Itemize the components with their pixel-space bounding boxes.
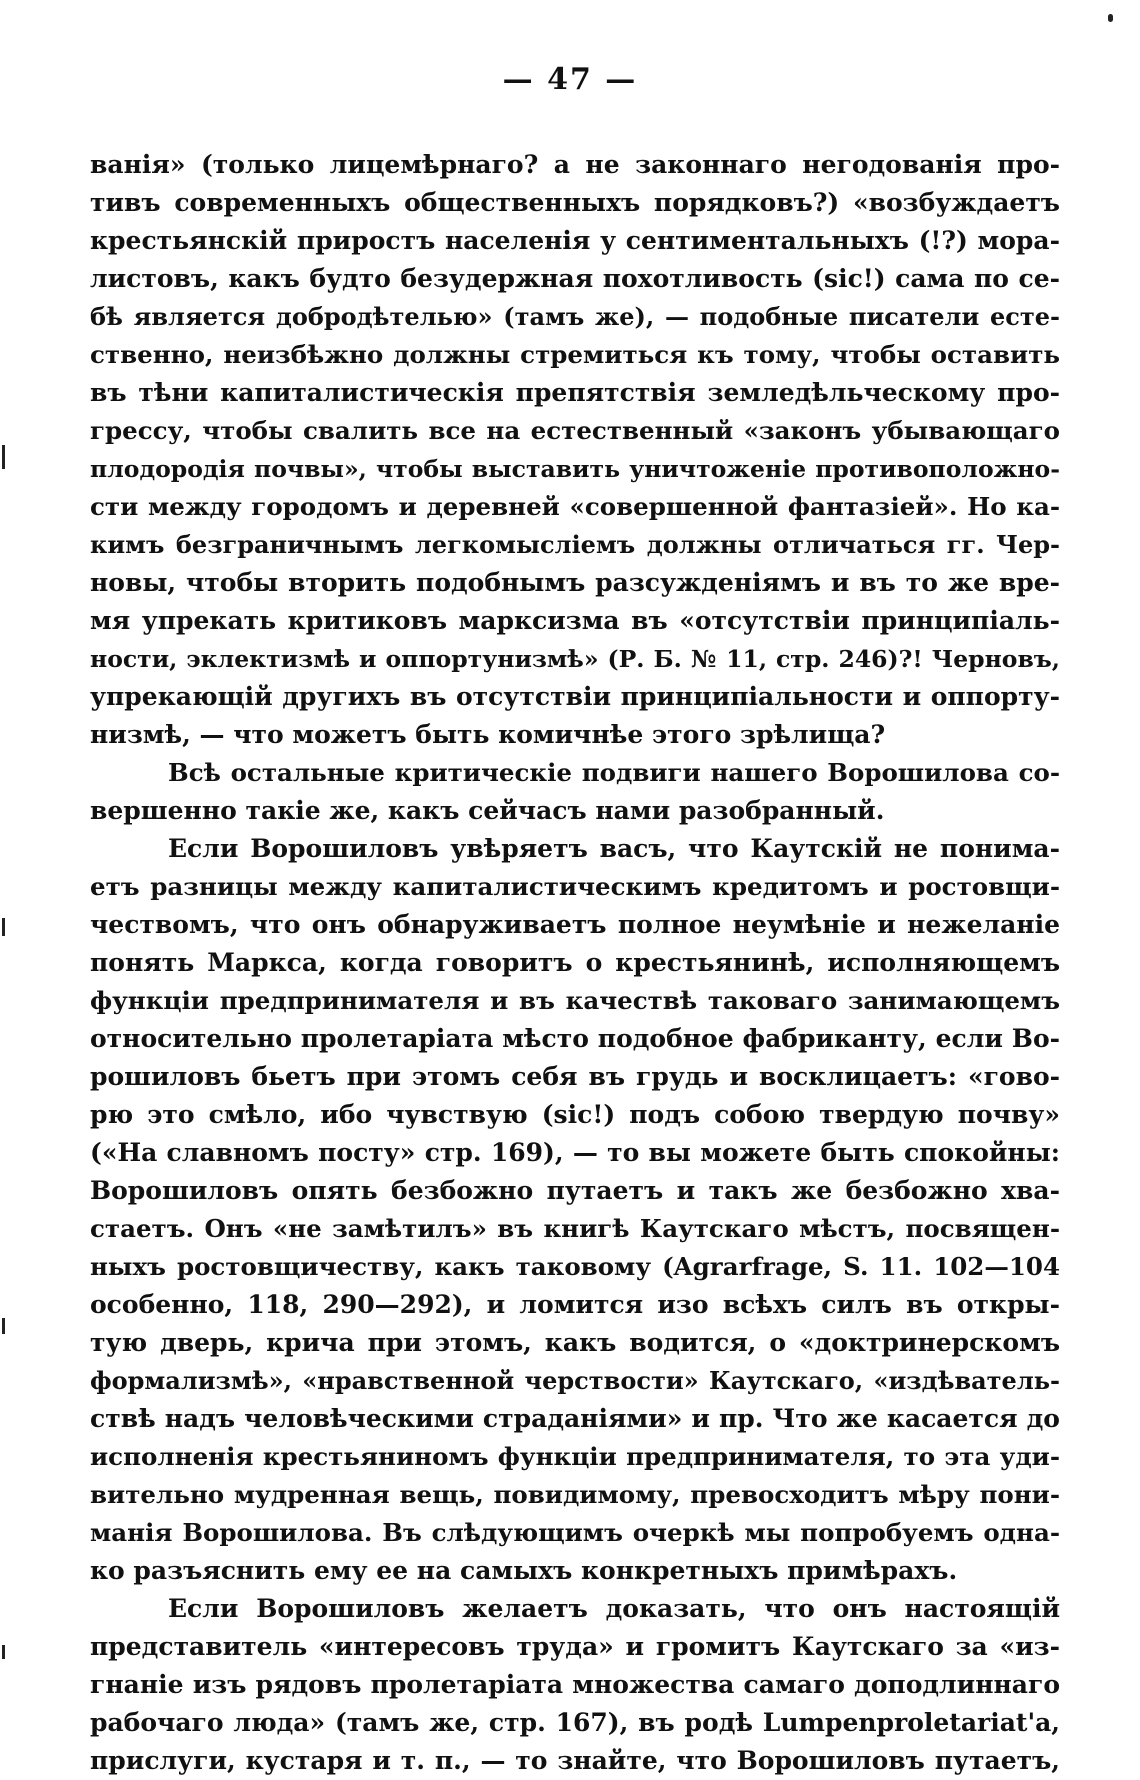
text-line: сти между городомъ и деревней «совершенной фантазіей». Но ка-: [90, 492, 1060, 521]
text-line: ныхъ ростовщичеству, какъ таковому (Agrarfrage, S. 11. 102—104: [90, 1252, 1060, 1281]
text-line: прислуги, кустаря и т. п., — то знайте, что Ворошиловъ путаетъ,: [90, 1746, 1060, 1775]
text-line: («На славномъ посту» стр. 169), — то вы можете быть спокойны:: [90, 1138, 1060, 1167]
text-line: Если Ворошиловъ увѣряетъ васъ, что Каутскій не понима-: [168, 834, 1060, 863]
text-line: тивъ современныхъ общественныхъ порядковъ?) «возбуждаетъ: [90, 188, 1060, 217]
text-line: крестьянскій приростъ населенія у сентиментальныхъ (!?) мора-: [90, 226, 1060, 255]
scan-edge-mark: [1108, 14, 1113, 22]
text-line: Если Ворошиловъ желаетъ доказать, что онъ настоящій: [168, 1594, 1060, 1623]
text-line: низмѣ, — что можетъ быть комичнѣе этого зрѣлища?: [90, 720, 886, 749]
text-line: листовъ, какъ будто безудержная похотливость (sic!) сама по се-: [90, 264, 1060, 293]
text-line: рошиловъ бьетъ при этомъ себя въ грудь и восклицаетъ: «гово-: [90, 1062, 1060, 1091]
scan-edge-mark: [2, 918, 5, 936]
text-line: понять Маркса, когда говоритъ о крестьянинѣ, исполняющемъ: [90, 948, 1060, 977]
text-line: бѣ является добродѣтелью» (тамъ же), — подобные писатели есте-: [90, 302, 1060, 331]
scan-edge-mark: [2, 445, 5, 469]
text-line: ванія» (только лицемѣрнаго? а не законнаго негодованія про-: [90, 150, 1060, 179]
text-line: етъ разницы между капиталистическимъ кредитомъ и ростовщи-: [90, 872, 1060, 901]
text-line: рабочаго люда» (тамъ же, стр. 167), въ родѣ Lumpenproletariat'а,: [90, 1708, 1060, 1737]
text-line: Всѣ остальные критическіе подвиги нашего Ворошилова со-: [168, 758, 1060, 787]
text-line: представитель «интересовъ труда» и громитъ Каутскаго за «из-: [90, 1632, 1060, 1661]
text-line: тую дверь, крича при этомъ, какъ водится, о «доктринерскомъ: [90, 1328, 1060, 1357]
text-line: ственно, неизбѣжно должны стремиться къ тому, чтобы оставить: [90, 340, 1060, 369]
text-line: манія Ворошилова. Въ слѣдующимъ очеркѣ мы попробуемъ одна-: [90, 1518, 1060, 1547]
page-number: — 47 —: [502, 62, 638, 97]
text-line: рю это смѣло, ибо чувствую (sic!) подъ собою твердую почву»: [90, 1100, 1060, 1129]
text-line: Ворошиловъ опять безбожно путаетъ и такъ же безбожно хва-: [90, 1176, 1060, 1205]
text-line: гнаніе изъ рядовъ пролетаріата множества самаго доподлиннаго: [90, 1670, 1060, 1699]
scan-edge-mark: [2, 1645, 5, 1659]
text-line: кимъ безграничнымъ легкомысліемъ должны отличаться гг. Чер-: [90, 530, 1060, 559]
text-line: относительно пролетаріата мѣсто подобное фабриканту, если Во-: [90, 1024, 1060, 1053]
body-text: [90, 146, 1060, 1780]
text-line: функціи предпринимателя и въ качествѣ таковаго занимающемъ: [90, 986, 1060, 1015]
text-line: ствѣ надъ человѣческими страданіями» и пр. Что же касается до: [90, 1404, 1060, 1433]
text-line: чествомъ, что онъ обнаруживаетъ полное неумѣніе и нежеланіе: [90, 910, 1060, 939]
text-line: вительно мудренная вещь, повидимому, превосходитъ мѣру пони-: [90, 1480, 1060, 1509]
text-line: исполненія крестьяниномъ функціи предпринимателя, то эта уди-: [90, 1442, 1060, 1471]
text-line: стаетъ. Онъ «не замѣтилъ» въ книгѣ Каутскаго мѣстъ, посвящен-: [90, 1214, 1060, 1243]
text-line: упрекающій другихъ въ отсутствіи принципіальности и оппорту-: [90, 682, 1060, 711]
text-line: въ тѣни капиталистическія препятствія земледѣльческому про-: [90, 378, 1060, 407]
text-line: вершенно такіе же, какъ сейчасъ нами разобранный.: [90, 796, 885, 825]
text-line: ности, эклектизмѣ и оппортунизмѣ» (Р. Б. № 11, стр. 246)?! Черновъ,: [90, 645, 1060, 673]
text-line: формализмѣ», «нравственной черствости» Каутскаго, «издѣватель-: [90, 1366, 1060, 1395]
text-line: особенно, 118, 290—292), и ломится изо всѣхъ силъ въ откры-: [90, 1290, 1060, 1319]
text-line: ко разъяснить ему ее на самыхъ конкретныхъ примѣрахъ.: [90, 1556, 958, 1585]
text-line: грессу, чтобы свалить все на естественный «законъ убывающаго: [90, 416, 1060, 445]
text-line: мя упрекать критиковъ марксизма въ «отсутствіи принципіаль-: [90, 606, 1060, 635]
text-line: новы, чтобы вторить подобнымъ разсужденіямъ и въ то же вре-: [90, 568, 1060, 597]
scan-edge-mark: [2, 1318, 5, 1334]
text-line: плодородія почвы», чтобы выставить уничтоженіе противоположно-: [90, 455, 1060, 483]
